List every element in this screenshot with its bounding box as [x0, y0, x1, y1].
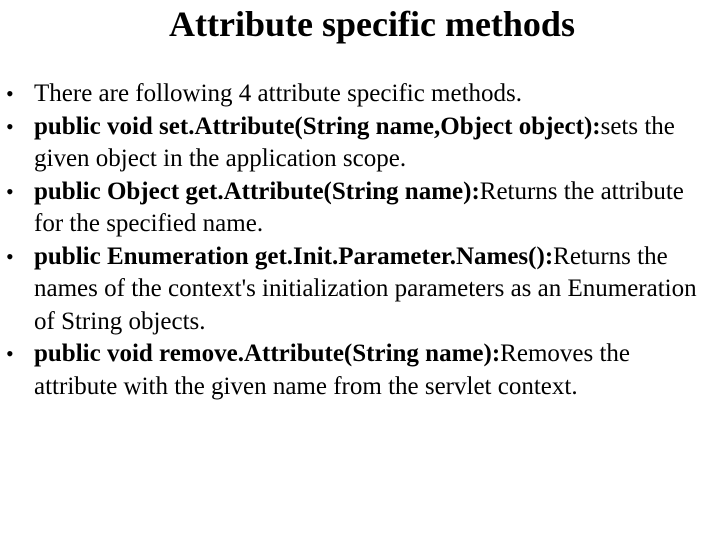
- bullet-item-get-init-parameter-names: [0, 241, 700, 339]
- method-description: sets the given object in the application scope.: [34, 112, 675, 172]
- bullet-item-set-attribute: [0, 111, 700, 176]
- method-signature: public Object get.Attribute(String name):: [34, 177, 480, 205]
- bullet-item-get-attribute: [0, 176, 700, 241]
- method-signature: public void remove.Attribute(String name):: [34, 340, 501, 367]
- method-description: Returns the attribute for the specified name.: [34, 177, 684, 237]
- bullet-icon: •: [6, 178, 14, 204]
- method-signature: public Enumeration get.Init.Parameter.Names():: [34, 242, 554, 270]
- method-description: Removes the attribute with the given name from the servlet context.: [34, 340, 631, 400]
- bullet-icon: •: [6, 243, 14, 269]
- bullet-item-remove-attribute: [0, 338, 700, 403]
- bullet-list: [0, 78, 700, 403]
- bullet-text: There are following 4 attribute specific methods.: [34, 80, 523, 107]
- slide-title: Attribute specific methods: [169, 4, 575, 44]
- bullet-item-intro: [0, 78, 700, 111]
- bullet-icon: •: [6, 341, 14, 366]
- method-signature: public void set.Attribute(String name,Object object):: [34, 112, 601, 140]
- method-description: Returns the names of the context's initialization parameters as an Enumeration of String objects.: [34, 242, 697, 335]
- bullet-icon: •: [6, 81, 14, 106]
- bullet-icon: •: [6, 113, 14, 139]
